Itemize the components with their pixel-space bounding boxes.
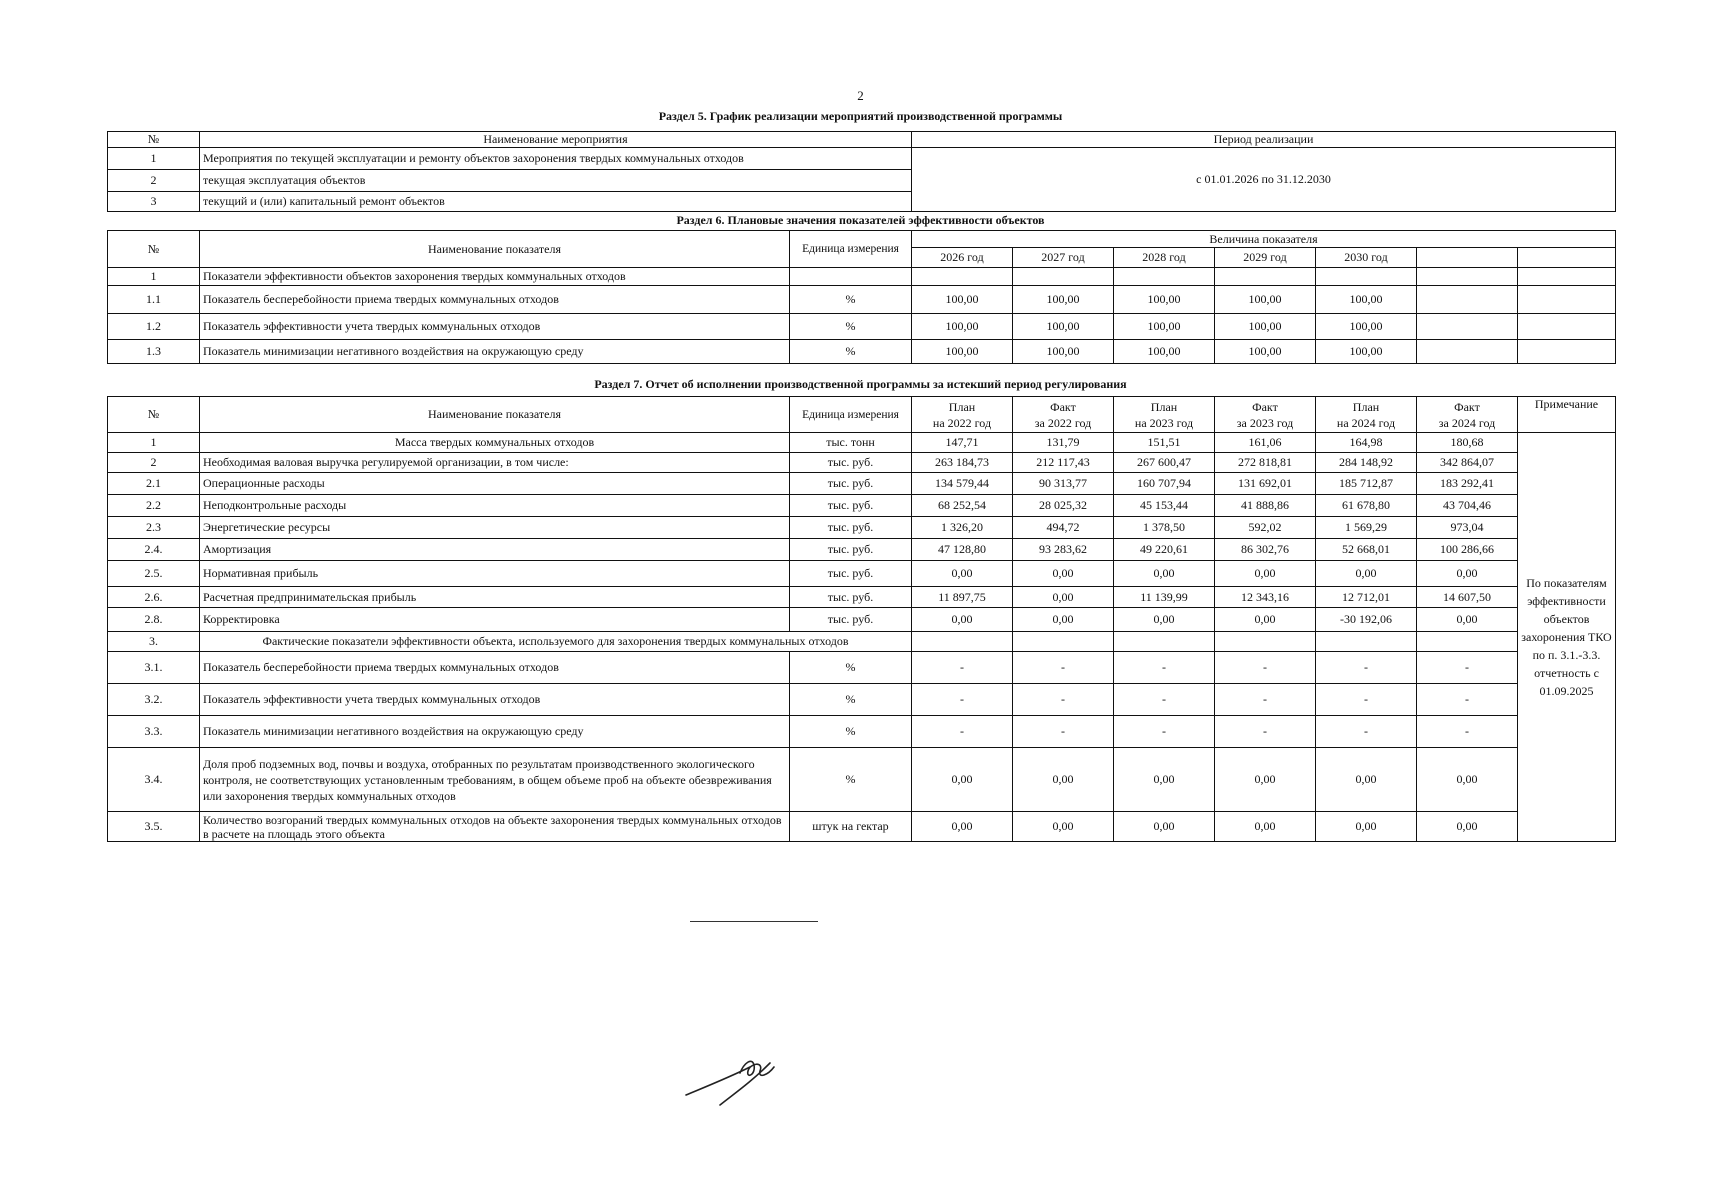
row-unit: тыс. руб. <box>790 473 912 495</box>
value-cell: 100,00 <box>1215 286 1316 314</box>
row-num: 2.8. <box>108 608 200 632</box>
value-cell: - <box>1114 716 1215 748</box>
value-cell: 0,00 <box>1215 748 1316 812</box>
value-cell: 41 888,86 <box>1215 495 1316 517</box>
value-cell: 100,00 <box>1013 286 1114 314</box>
empty-cell <box>1013 268 1114 286</box>
empty-cell <box>1417 268 1518 286</box>
row-num: 3 <box>108 192 200 212</box>
table-row <box>108 716 1616 748</box>
value-cell: 11 897,75 <box>912 587 1013 608</box>
value-cell: - <box>1013 716 1114 748</box>
value-cell: 0,00 <box>1417 748 1518 812</box>
row-name: Показатель бесперебойности приема твердых коммунальных отходов <box>200 286 790 314</box>
col-header-line2: за 2023 год <box>1236 415 1294 430</box>
value-cell: - <box>1417 684 1518 716</box>
table-row <box>108 453 1616 473</box>
row-name: Доля проб подземных вод, почвы и воздуха, отобранных по результатам производственного экологического контроля, не соответствующих установленным требованиям, в общем объеме проб на объекте обезвреживания или захоронения твердых коммунальных отходов <box>200 748 790 812</box>
value-cell: 100,00 <box>1316 314 1417 340</box>
row-num: 1.2 <box>108 314 200 340</box>
value-cell: 0,00 <box>1013 812 1114 842</box>
col-header-name: Наименование показателя <box>200 397 790 433</box>
empty-cell <box>1316 268 1417 286</box>
row-name: текущая эксплуатация объектов <box>200 170 912 192</box>
row-name: Расчетная предпринимательская прибыль <box>200 587 790 608</box>
value-cell: 100,00 <box>1316 286 1417 314</box>
value-cell: -30 192,06 <box>1316 608 1417 632</box>
page-number: 2 <box>857 88 864 103</box>
value-cell: 134 579,44 <box>912 473 1013 495</box>
value-cell: 100,00 <box>1114 286 1215 314</box>
value-cell: 0,00 <box>1316 561 1417 587</box>
row-name: текущий и (или) капитальный ремонт объектов <box>200 192 912 212</box>
row-name: Неподконтрольные расходы <box>200 495 790 517</box>
section6-table <box>107 230 1616 364</box>
note-cell: По показателям эффективности объектов захоронения ТКО по п. 3.1.-3.3. отчетность с 01.09.2025 <box>1518 433 1616 842</box>
table-row <box>108 608 1616 632</box>
col-header-year: 2027 год <box>1013 248 1114 268</box>
value-cell: 161,06 <box>1215 433 1316 453</box>
value-cell: - <box>1013 684 1114 716</box>
value-cell: 100,00 <box>1013 314 1114 340</box>
value-cell: - <box>1417 652 1518 684</box>
col-header-name: Наименование мероприятия <box>200 132 912 148</box>
value-cell: 185 712,87 <box>1316 473 1417 495</box>
row-name: Показатель бесперебойности приема твердых коммунальных отходов <box>200 652 790 684</box>
value-cell: 0,00 <box>1316 812 1417 842</box>
value-cell: 49 220,61 <box>1114 539 1215 561</box>
value-cell: - <box>1215 716 1316 748</box>
value-cell: 14 607,50 <box>1417 587 1518 608</box>
empty-cell <box>912 268 1013 286</box>
value-cell: 0,00 <box>1114 812 1215 842</box>
row-num: 2.5. <box>108 561 200 587</box>
col-header-year: 2028 год <box>1114 248 1215 268</box>
value-cell: 0,00 <box>1013 748 1114 812</box>
value-cell: 47 128,80 <box>912 539 1013 561</box>
value-cell: 164,98 <box>1316 433 1417 453</box>
section6-title: Раздел 6. Плановые значения показателей эффективности объектов <box>676 213 1045 227</box>
empty-cell <box>1013 632 1114 652</box>
value-cell: 11 139,99 <box>1114 587 1215 608</box>
col-header-line2: за 2022 год <box>1034 415 1092 430</box>
row-num: 3.2. <box>108 684 200 716</box>
section7-body <box>108 433 1616 842</box>
value-cell: - <box>1417 716 1518 748</box>
signature-image <box>680 1045 790 1115</box>
col-header-value-group: Величина показателя <box>912 231 1616 248</box>
value-cell: - <box>1316 652 1417 684</box>
table-row <box>108 314 1616 340</box>
value-cell: 494,72 <box>1013 517 1114 539</box>
value-cell: 160 707,94 <box>1114 473 1215 495</box>
value-cell: 0,00 <box>1215 561 1316 587</box>
section7-table <box>107 396 1616 842</box>
section7-title: Раздел 7. Отчет об исполнении производственной программы за истекший период регулирования <box>594 377 1127 391</box>
table-row <box>108 433 1616 453</box>
value-cell: 183 292,41 <box>1417 473 1518 495</box>
col-header-plan-2023 <box>1114 397 1215 433</box>
row-unit: % <box>790 652 912 684</box>
row-num: 1 <box>108 268 200 286</box>
row-unit: % <box>790 340 912 364</box>
table-row <box>108 286 1616 314</box>
value-cell: - <box>1215 652 1316 684</box>
row-unit: % <box>790 684 912 716</box>
row-unit: % <box>790 716 912 748</box>
row-unit: тыс. руб. <box>790 539 912 561</box>
value-cell: - <box>1114 652 1215 684</box>
value-cell: 0,00 <box>1013 561 1114 587</box>
row-name: Показатель эффективности учета твердых коммунальных отходов <box>200 314 790 340</box>
period-value: с 01.01.2026 по 31.12.2030 <box>912 148 1616 212</box>
value-cell: - <box>912 684 1013 716</box>
empty-cell <box>1417 248 1518 268</box>
value-cell: 147,71 <box>912 433 1013 453</box>
empty-cell <box>1518 248 1616 268</box>
col-header-num: № <box>108 132 200 148</box>
value-cell: 100,00 <box>912 286 1013 314</box>
empty-cell <box>1215 268 1316 286</box>
row-num: 2.2 <box>108 495 200 517</box>
row-unit: тыс. тонн <box>790 433 912 453</box>
value-cell: 100,00 <box>912 340 1013 364</box>
col-header-line1: План <box>1150 399 1178 414</box>
col-header-fact-2024 <box>1417 397 1518 433</box>
row-name: Показатель минимизации негативного воздействия на окружающую среду <box>200 716 790 748</box>
table-row <box>108 561 1616 587</box>
empty-cell <box>1417 632 1518 652</box>
value-cell: 68 252,54 <box>912 495 1013 517</box>
col-header-line2: за 2024 год <box>1438 415 1496 430</box>
value-cell: 86 302,76 <box>1215 539 1316 561</box>
table-row <box>108 340 1616 364</box>
value-cell: 28 025,32 <box>1013 495 1114 517</box>
value-cell: 12 712,01 <box>1316 587 1417 608</box>
row-num: 3.1. <box>108 652 200 684</box>
row-num: 1 <box>108 433 200 453</box>
row-unit: тыс. руб. <box>790 608 912 632</box>
row-name: Показатели эффективности объектов захоронения твердых коммунальных отходов <box>200 268 790 286</box>
value-cell: 0,00 <box>912 748 1013 812</box>
value-cell: 0,00 <box>912 812 1013 842</box>
empty-cell <box>1417 314 1518 340</box>
table-row <box>108 632 1616 652</box>
col-header-line2: на 2022 год <box>932 415 992 430</box>
value-cell: - <box>1316 716 1417 748</box>
row-num: 2.1 <box>108 473 200 495</box>
col-header-line2: на 2023 год <box>1134 415 1194 430</box>
row-unit: % <box>790 748 912 812</box>
col-header-unit: Единица измерения <box>790 397 912 433</box>
row-name: Необходимая валовая выручка регулируемой организации, в том числе: <box>200 453 790 473</box>
row-name: Показатель эффективности учета твердых коммунальных отходов <box>200 684 790 716</box>
row-num: 2.6. <box>108 587 200 608</box>
value-cell: 272 818,81 <box>1215 453 1316 473</box>
value-cell: - <box>1114 684 1215 716</box>
value-cell: 100,00 <box>1215 314 1316 340</box>
row-name: Корректировка <box>200 608 790 632</box>
row-num: 1 <box>108 148 200 170</box>
value-cell: 0,00 <box>1417 608 1518 632</box>
value-cell: 1 569,29 <box>1316 517 1417 539</box>
row-unit: штук на гектар <box>790 812 912 842</box>
row-name: Нормативная прибыль <box>200 561 790 587</box>
col-header-num: № <box>108 397 200 433</box>
row-unit: тыс. руб. <box>790 495 912 517</box>
value-cell: 263 184,73 <box>912 453 1013 473</box>
row-unit: % <box>790 314 912 340</box>
section5-table <box>107 131 1616 212</box>
divider-line <box>690 921 818 922</box>
empty-cell <box>1518 314 1616 340</box>
value-cell: 1 378,50 <box>1114 517 1215 539</box>
value-cell: 100 286,66 <box>1417 539 1518 561</box>
col-header-line1: План <box>948 399 976 414</box>
row-num: 2 <box>108 170 200 192</box>
col-header-line1: План <box>1352 399 1380 414</box>
value-cell: 43 704,46 <box>1417 495 1518 517</box>
value-cell: 0,00 <box>1114 748 1215 812</box>
value-cell: - <box>1013 652 1114 684</box>
value-cell: 212 117,43 <box>1013 453 1114 473</box>
empty-cell <box>790 268 912 286</box>
value-cell: 45 153,44 <box>1114 495 1215 517</box>
table-row <box>108 652 1616 684</box>
row-name: Энергетические ресурсы <box>200 517 790 539</box>
col-header-year: 2029 год <box>1215 248 1316 268</box>
value-cell: 131 692,01 <box>1215 473 1316 495</box>
table-row <box>108 748 1616 812</box>
value-cell: 1 326,20 <box>912 517 1013 539</box>
table-row <box>108 148 1616 170</box>
row-name: Масса твердых коммунальных отходов <box>200 433 790 453</box>
value-cell: 284 148,92 <box>1316 453 1417 473</box>
row-unit: тыс. руб. <box>790 561 912 587</box>
row-num: 3.4. <box>108 748 200 812</box>
row-num: 3.5. <box>108 812 200 842</box>
table-row <box>108 517 1616 539</box>
value-cell: 0,00 <box>1013 608 1114 632</box>
value-cell: 100,00 <box>1215 340 1316 364</box>
value-cell: 90 313,77 <box>1013 473 1114 495</box>
col-header-line1: Факт <box>1050 399 1076 414</box>
value-cell: 0,00 <box>1417 812 1518 842</box>
value-cell: 131,79 <box>1013 433 1114 453</box>
col-header-num: № <box>108 231 200 268</box>
value-cell: - <box>912 652 1013 684</box>
value-cell: 52 668,01 <box>1316 539 1417 561</box>
row-num: 2 <box>108 453 200 473</box>
table-row <box>108 812 1616 842</box>
row-name: Мероприятия по текущей эксплуатации и ремонту объектов захоронения твердых коммунальных отходов <box>200 148 912 170</box>
value-cell: - <box>912 716 1013 748</box>
value-cell: 12 343,16 <box>1215 587 1316 608</box>
empty-cell <box>1215 632 1316 652</box>
empty-cell <box>1518 340 1616 364</box>
empty-cell <box>1417 340 1518 364</box>
col-header-year: 2030 год <box>1316 248 1417 268</box>
table-row <box>108 587 1616 608</box>
value-cell: 0,00 <box>1013 587 1114 608</box>
value-cell: 93 283,62 <box>1013 539 1114 561</box>
empty-cell <box>912 632 1013 652</box>
value-cell: 0,00 <box>912 561 1013 587</box>
row-name: Количество возгораний твердых коммунальных отходов на объекте захоронения твердых коммунальных отходов в расчете на площадь этого объекта <box>200 812 790 842</box>
col-header-line1: Факт <box>1454 399 1480 414</box>
row-num: 2.3 <box>108 517 200 539</box>
col-header-unit: Единица измерения <box>790 231 912 268</box>
col-header-line2: на 2024 год <box>1336 415 1396 430</box>
row-name: Показатель минимизации негативного воздействия на окружающую среду <box>200 340 790 364</box>
value-cell: 100,00 <box>1114 340 1215 364</box>
empty-cell <box>1518 286 1616 314</box>
col-header-fact-2022 <box>1013 397 1114 433</box>
value-cell: 100,00 <box>1114 314 1215 340</box>
value-cell: 0,00 <box>1417 561 1518 587</box>
section5-title: Раздел 5. График реализации мероприятий производственной программы <box>658 109 1063 123</box>
col-header-note: Примечание <box>1518 397 1616 433</box>
value-cell: - <box>1215 684 1316 716</box>
row-num: 1.1 <box>108 286 200 314</box>
value-cell: 342 864,07 <box>1417 453 1518 473</box>
value-cell: - <box>1316 684 1417 716</box>
value-cell: 180,68 <box>1417 433 1518 453</box>
row-unit: тыс. руб. <box>790 453 912 473</box>
value-cell: 0,00 <box>1114 608 1215 632</box>
row-name: Амортизация <box>200 539 790 561</box>
value-cell: 0,00 <box>912 608 1013 632</box>
table-row <box>108 473 1616 495</box>
row-unit: тыс. руб. <box>790 517 912 539</box>
value-cell: 100,00 <box>1316 340 1417 364</box>
value-cell: 267 600,47 <box>1114 453 1215 473</box>
empty-cell <box>1316 632 1417 652</box>
table-row <box>108 539 1616 561</box>
table-row <box>108 495 1616 517</box>
empty-cell <box>1518 268 1616 286</box>
col-header-plan-2024 <box>1316 397 1417 433</box>
value-cell: 61 678,80 <box>1316 495 1417 517</box>
value-cell: 100,00 <box>912 314 1013 340</box>
row-num: 3. <box>108 632 200 652</box>
row-unit: % <box>790 286 912 314</box>
row-num: 1.3 <box>108 340 200 364</box>
col-header-plan-2022 <box>912 397 1013 433</box>
empty-cell <box>1114 268 1215 286</box>
value-cell: 0,00 <box>1215 812 1316 842</box>
table-row <box>108 268 1616 286</box>
col-header-name: Наименование показателя <box>200 231 790 268</box>
row-name: Фактические показатели эффективности объекта, используемого для захоронения твердых коммунальных отходов <box>200 632 912 652</box>
value-cell: 592,02 <box>1215 517 1316 539</box>
table-row <box>108 684 1616 716</box>
empty-cell <box>1417 286 1518 314</box>
value-cell: 973,04 <box>1417 517 1518 539</box>
col-header-period: Период реализации <box>912 132 1616 148</box>
row-unit: тыс. руб. <box>790 587 912 608</box>
row-name: Операционные расходы <box>200 473 790 495</box>
value-cell: 0,00 <box>1114 561 1215 587</box>
value-cell: 151,51 <box>1114 433 1215 453</box>
col-header-fact-2023 <box>1215 397 1316 433</box>
value-cell: 100,00 <box>1013 340 1114 364</box>
row-num: 3.3. <box>108 716 200 748</box>
row-num: 2.4. <box>108 539 200 561</box>
col-header-year: 2026 год <box>912 248 1013 268</box>
empty-cell <box>1114 632 1215 652</box>
col-header-line1: Факт <box>1252 399 1278 414</box>
value-cell: 0,00 <box>1215 608 1316 632</box>
value-cell: 0,00 <box>1316 748 1417 812</box>
